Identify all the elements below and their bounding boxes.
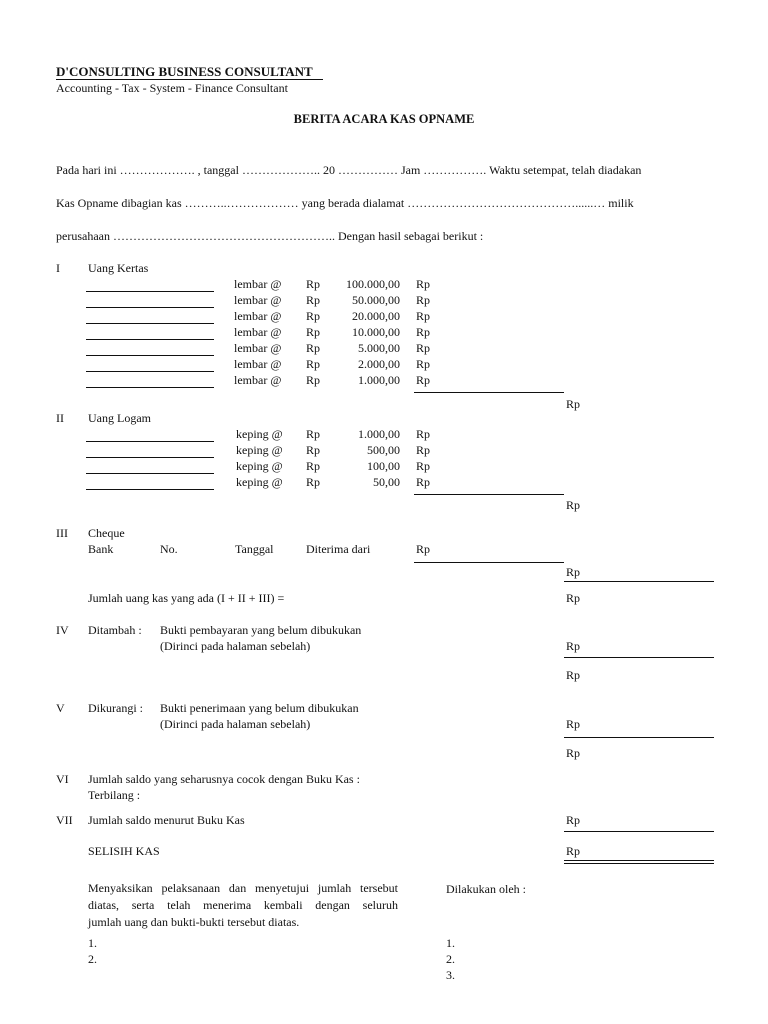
witness-item: 1.: [88, 936, 97, 950]
unit-label: keping @: [236, 459, 283, 473]
page-title: BERITA ACARA KAS OPNAME: [293, 112, 475, 126]
amount-currency: Rp: [566, 813, 581, 827]
col-diterima: Diterima dari: [306, 542, 371, 556]
currency-label: Rp: [306, 475, 321, 489]
section-note: (Dirinci pada halaman sebelah): [160, 639, 311, 653]
denomination: 5.000,00: [358, 341, 400, 355]
intro-line-3: perusahaan ……………………………………………….. Dengan hasil sebagai berikut :: [56, 229, 484, 243]
currency-label: Rp: [306, 427, 321, 441]
subtotal-line: [414, 494, 564, 495]
unit-label: lembar @: [234, 373, 282, 387]
count-line: [86, 355, 214, 356]
currency-label: Rp: [306, 309, 321, 323]
unit-label: lembar @: [234, 293, 282, 307]
selisih-currency: Rp: [566, 844, 581, 858]
denomination: 2.000,00: [358, 357, 400, 371]
witness-item: 2.: [88, 952, 97, 966]
unit-label: keping @: [236, 475, 283, 489]
total-line: [564, 737, 714, 738]
section-num: IV: [56, 623, 69, 637]
jumlah-currency: Rp: [566, 591, 581, 605]
section-num: V: [56, 701, 65, 715]
intro-line-2: Kas Opname dibagian kas ………..……………… yang berada dialamat ……………………………………......… milik: [56, 196, 634, 210]
count-line: [86, 457, 214, 458]
total-line: [564, 581, 714, 582]
section-num: VII: [56, 813, 73, 827]
currency-label: Rp: [306, 373, 321, 387]
denomination: 1.000,00: [358, 373, 400, 387]
subtotal-line: [414, 392, 564, 393]
section-label: Cheque: [88, 526, 125, 540]
denomination: 50.000,00: [352, 293, 400, 307]
witness-line-2: diatas, serta telah menerima kembali dengan seluruh: [88, 898, 398, 912]
currency-label: Rp: [416, 443, 431, 457]
jumlah-label: Jumlah uang kas yang ada (I + II + III) =: [88, 591, 285, 605]
currency-label: Rp: [416, 542, 431, 556]
section-desc: Bukti penerimaan yang belum dibukukan: [160, 701, 359, 715]
double-underline: [564, 860, 714, 864]
currency-label: Rp: [416, 427, 431, 441]
done-item: 3.: [446, 968, 455, 982]
denomination: 1.000,00: [358, 427, 400, 441]
currency-label: Rp: [416, 357, 431, 371]
currency-label: Rp: [416, 277, 431, 291]
company-tagline: Accounting - Tax - System - Finance Consultant: [56, 81, 288, 95]
count-line: [86, 371, 214, 372]
count-line: [86, 323, 214, 324]
currency-label: Rp: [416, 373, 431, 387]
section-label: Jumlah saldo menurut Buku Kas: [88, 813, 245, 827]
denomination: 50,00: [373, 475, 400, 489]
col-no: No.: [160, 542, 178, 556]
section-num: I: [56, 261, 60, 275]
unit-label: lembar @: [234, 309, 282, 323]
count-line: [86, 307, 214, 308]
unit-label: keping @: [236, 443, 283, 457]
denomination: 100,00: [367, 459, 400, 473]
currency-label: Rp: [416, 341, 431, 355]
denomination: 20.000,00: [352, 309, 400, 323]
currency-label: Rp: [306, 459, 321, 473]
amount-currency: Rp: [566, 717, 581, 731]
section-label: Ditambah :: [88, 623, 142, 637]
intro-line-1: Pada hari ini ………………. , tanggal ……………….. 20 …………… Jam ……………. Waktu setempat, telah diadakan: [56, 163, 642, 177]
count-line: [86, 441, 214, 442]
result-currency: Rp: [566, 746, 581, 760]
section-note: (Dirinci pada halaman sebelah): [160, 717, 311, 731]
witness-line-1: Menyaksikan pelaksanaan dan menyetujui jumlah tersebut: [88, 881, 398, 895]
done-item: 1.: [446, 936, 455, 950]
total-line: [564, 657, 714, 658]
subtotal-currency: Rp: [566, 397, 581, 411]
col-bank: Bank: [88, 542, 114, 556]
selisih-label: SELISIH KAS: [88, 844, 160, 858]
unit-label: lembar @: [234, 277, 282, 291]
unit-label: lembar @: [234, 357, 282, 371]
currency-label: Rp: [306, 357, 321, 371]
count-line: [86, 291, 214, 292]
section-num: II: [56, 411, 64, 425]
section-label: Dikurangi :: [88, 701, 143, 715]
count-line: [86, 489, 214, 490]
unit-label: keping @: [236, 427, 283, 441]
company-name: D'CONSULTING BUSINESS CONSULTANT: [56, 64, 313, 79]
section-label: Uang Logam: [88, 411, 151, 425]
done-item: 2.: [446, 952, 455, 966]
subtotal-line: [414, 562, 564, 563]
company-underline: [56, 79, 323, 80]
currency-label: Rp: [306, 341, 321, 355]
currency-label: Rp: [416, 475, 431, 489]
result-currency: Rp: [566, 668, 581, 682]
currency-label: Rp: [306, 293, 321, 307]
subtotal-currency: Rp: [566, 498, 581, 512]
currency-label: Rp: [306, 277, 321, 291]
currency-label: Rp: [416, 309, 431, 323]
unit-label: lembar @: [234, 341, 282, 355]
unit-label: lembar @: [234, 325, 282, 339]
currency-label: Rp: [306, 325, 321, 339]
terbilang-label: Terbilang :: [88, 788, 141, 802]
witness-line-3: jumlah uang dan bukti-bukti tersebut diatas.: [88, 915, 300, 929]
section-desc: Bukti pembayaran yang belum dibukukan: [160, 623, 362, 637]
section-num: VI: [56, 772, 69, 786]
section-desc: Jumlah saldo yang seharusnya cocok dengan Buku Kas :: [88, 772, 360, 786]
done-by-label: Dilakukan oleh :: [446, 882, 526, 896]
col-tanggal: Tanggal: [235, 542, 274, 556]
denomination: 10.000,00: [352, 325, 400, 339]
section-label: Uang Kertas: [88, 261, 149, 275]
amount-currency: Rp: [566, 639, 581, 653]
denomination: 500,00: [367, 443, 400, 457]
count-line: [86, 473, 214, 474]
currency-label: Rp: [416, 293, 431, 307]
currency-label: Rp: [416, 459, 431, 473]
subtotal-currency: Rp: [566, 565, 581, 579]
count-line: [86, 339, 214, 340]
section-num: III: [56, 526, 68, 540]
currency-label: Rp: [306, 443, 321, 457]
denomination: 100.000,00: [346, 277, 400, 291]
total-line: [564, 831, 714, 832]
count-line: [86, 387, 214, 388]
currency-label: Rp: [416, 325, 431, 339]
